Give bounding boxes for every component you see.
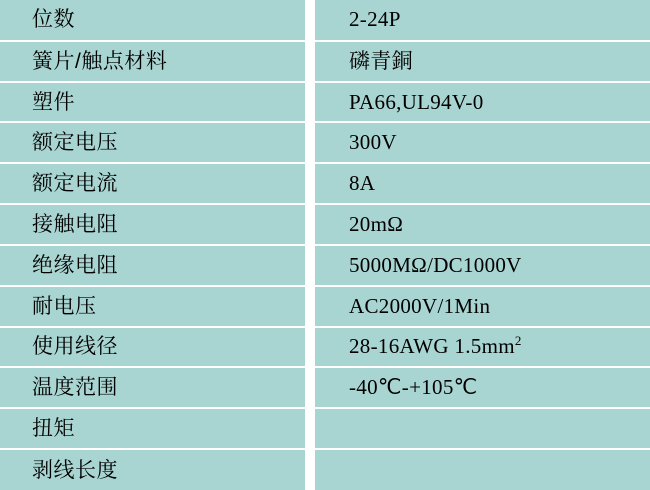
spec-value-cell <box>310 327 650 368</box>
spec-label-cell <box>0 82 310 123</box>
spec-value-cell <box>310 82 650 123</box>
spec-value-text: -40℃-+105℃ <box>349 375 478 400</box>
table-row <box>0 163 650 204</box>
spec-label-text: 簧片/触点材料 <box>32 49 168 73</box>
spec-label-cell <box>0 163 310 204</box>
spec-value-text: 8A <box>349 171 376 196</box>
spec-label-text: 使用线径 <box>32 335 118 359</box>
spec-value-cell <box>310 204 650 245</box>
spec-value-text: PA66,UL94V-0 <box>349 89 484 114</box>
table-row <box>0 367 650 408</box>
table-row <box>0 82 650 123</box>
spec-value-cell <box>310 0 650 41</box>
spec-value-text: 5000MΩ/DC1000V <box>349 252 522 277</box>
spec-value-cell <box>310 286 650 327</box>
spec-value-text: 磷青銅 <box>349 48 413 73</box>
spec-label-cell <box>0 245 310 286</box>
spec-label-cell <box>0 367 310 408</box>
spec-label-text: 位数 <box>32 8 75 32</box>
table-row <box>0 204 650 245</box>
table-row <box>0 449 650 490</box>
spec-label-text: 耐电压 <box>32 294 97 318</box>
spec-label-cell <box>0 0 310 41</box>
spec-value-text: 20mΩ <box>349 212 404 236</box>
table-row <box>0 245 650 286</box>
spec-label-text: 额定电流 <box>32 172 118 196</box>
table-row <box>0 408 650 449</box>
table-row <box>0 41 650 82</box>
spec-label-text: 扭矩 <box>32 417 75 441</box>
spec-label-cell <box>0 41 310 82</box>
spec-label-cell <box>0 408 310 449</box>
table-row <box>0 327 650 368</box>
spec-value-text: AC2000V/1Min <box>349 293 491 318</box>
spec-label-cell <box>0 286 310 327</box>
spec-label-text: 接触电阻 <box>32 213 118 236</box>
spec-label-cell <box>0 449 310 490</box>
spec-value-superscript: 2 <box>514 333 522 349</box>
spec-value-text: 28-16AWG 1.5mm <box>349 334 515 359</box>
spec-label-text: 剥线长度 <box>32 458 118 482</box>
spec-label-text: 绝缘电阻 <box>32 253 118 277</box>
spec-value-text: 300V <box>349 130 397 155</box>
spec-label-cell <box>0 327 310 368</box>
spec-label-cell <box>0 204 310 245</box>
spec-value-text: 2-24P <box>349 7 401 32</box>
spec-value-cell <box>310 408 650 449</box>
spec-value-cell <box>310 163 650 204</box>
spec-value-cell <box>310 245 650 286</box>
spec-value-cell <box>310 367 650 408</box>
spec-label-text: 温度范围 <box>32 376 118 400</box>
spec-label-text: 额定电压 <box>32 131 118 155</box>
spec-value-cell <box>310 122 650 163</box>
spec-label-cell <box>0 122 310 163</box>
table-row <box>0 122 650 163</box>
table-row <box>0 0 650 41</box>
spec-value-cell <box>310 449 650 490</box>
table-row <box>0 286 650 327</box>
spec-value-cell <box>310 41 650 82</box>
spec-label-text: 塑件 <box>32 90 75 114</box>
